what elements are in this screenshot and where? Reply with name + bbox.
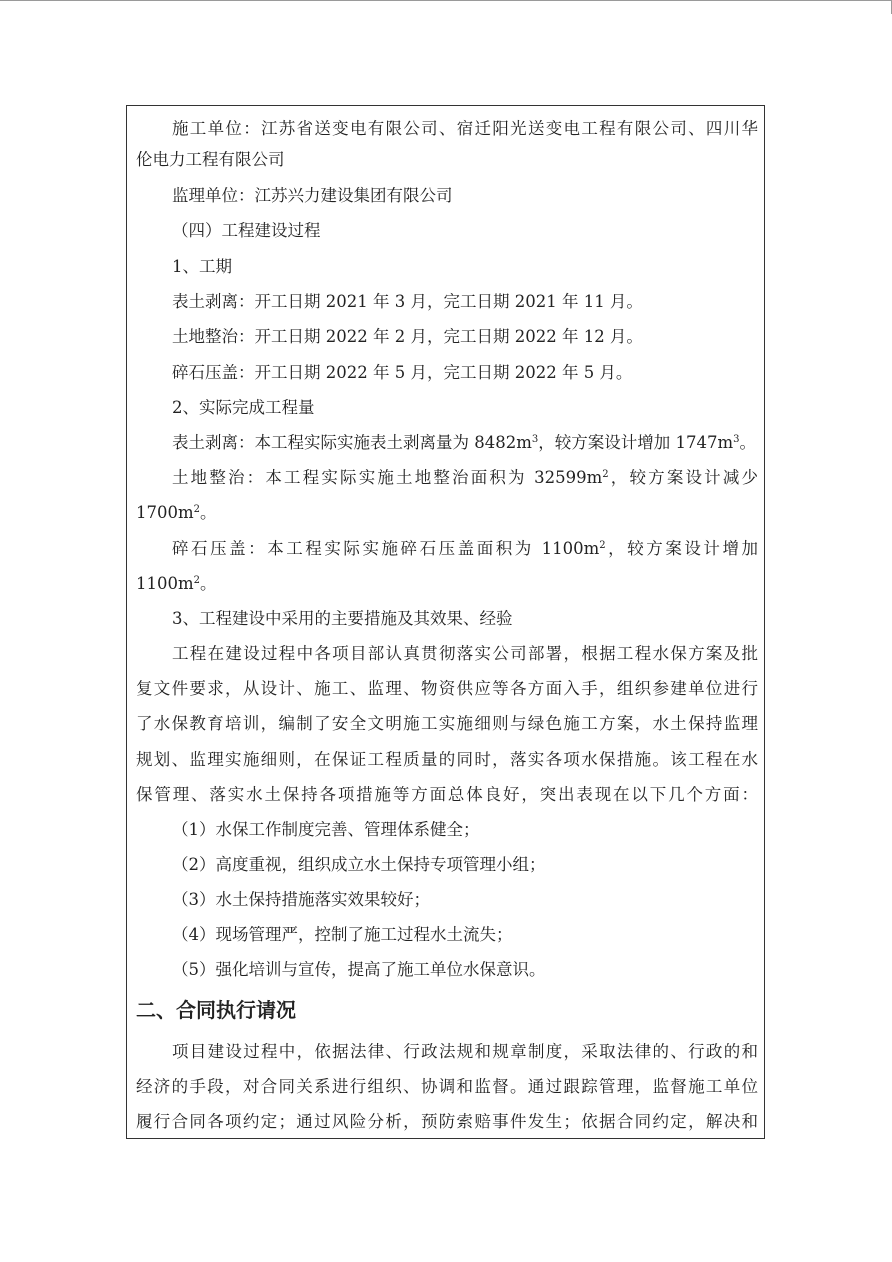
quantity-land-line: 土地整治：本工程实际实施土地整治面积为 $32599m^2$，较方案设计减少 [172, 468, 758, 487]
measures-paragraph-line-4: 规划、监理实施细则，在保证工程质量的同时，落实各项水保措施。该工程在水 [136, 750, 758, 769]
quantity-topsoil-line: 表土剥离：本工程实际实施表土剥离量为 $8482m^3$，较方案设计增加 $1747m^3$。 [172, 433, 757, 452]
list-item: （5）强化培训与宣传，提高了施工单位水保意识。 [172, 960, 546, 979]
contract-paragraph-line-3: 履行合同各项约定；通过风险分析，预防索赔事件发生；依据合同约定，解决和 [136, 1112, 758, 1131]
schedule-land-line: 土地整治：开工日期 2022 年 2 月，完工日期 2022 年 12 月。 [172, 327, 643, 346]
construction-unit-line-cont: 伦电力工程有限公司 [136, 150, 285, 169]
construction-unit-line: 施工单位：江苏省送变电有限公司、宿迁阳光送变电工程有限公司、四川华 [172, 119, 758, 138]
measures-paragraph-line-2: 复文件要求，从设计、施工、监理、物资供应等各方面入手，组织参建单位进行 [136, 679, 758, 698]
quantity-land-line-cont: $1700m^2$。 [136, 503, 217, 522]
contract-paragraph-line-2: 经济的手段，对合同关系进行组织、协调和监督。通过跟踪管理，监督施工单位 [136, 1077, 758, 1096]
quantity-gravel-line-cont: $1100m^2$。 [136, 574, 217, 593]
section-heading-contract-execution: 二、合同执行请况 [136, 998, 296, 1022]
section-heading-construction-process: （四）工程建设过程 [172, 221, 321, 240]
contract-paragraph-line-1: 项目建设过程中，依据法律、行政法规和规章制度，采取法律的、行政的和 [172, 1042, 758, 1061]
list-item: （3）水土保持措施落实效果较好； [172, 890, 430, 909]
list-item: （4）现场管理严，控制了施工过程水土流失； [172, 925, 513, 944]
measures-paragraph-line-5: 保管理、落实水土保持各项措施等方面总体良好，突出表现在以下几个方面： [136, 785, 758, 804]
schedule-gravel-line: 碎石压盖：开工日期 2022 年 5 月，完工日期 2022 年 5 月。 [172, 363, 633, 382]
schedule-topsoil-line: 表土剥离：开工日期 2021 年 3 月，完工日期 2021 年 11 月。 [172, 292, 643, 311]
measures-paragraph-line-1: 工程在建设过程中各项目部认真贯彻落实公司部署，根据工程水保方案及批 [172, 644, 758, 663]
subheading-schedule: 1、工期 [172, 257, 232, 276]
quantity-gravel-line: 碎石压盖：本工程实际实施碎石压盖面积为 $1100m^2$，较方案设计增加 [172, 539, 758, 558]
subheading-measures: 3、工程建设中采用的主要措施及其效果、经验 [172, 609, 513, 628]
list-item: （2）高度重视，组织成立水土保持专项管理小组； [172, 855, 546, 874]
subheading-quantities: 2、实际完成工程量 [172, 398, 315, 417]
supervision-unit-line: 监理单位：江苏兴力建设集团有限公司 [172, 186, 453, 205]
page-top-edge [0, 0, 892, 1]
list-item: （1）水保工作制度完善、管理体系健全； [172, 820, 480, 839]
measures-paragraph-line-3: 了水保教育培训，编制了安全文明施工实施细则与绿色施工方案，水土保持监理 [136, 714, 758, 733]
